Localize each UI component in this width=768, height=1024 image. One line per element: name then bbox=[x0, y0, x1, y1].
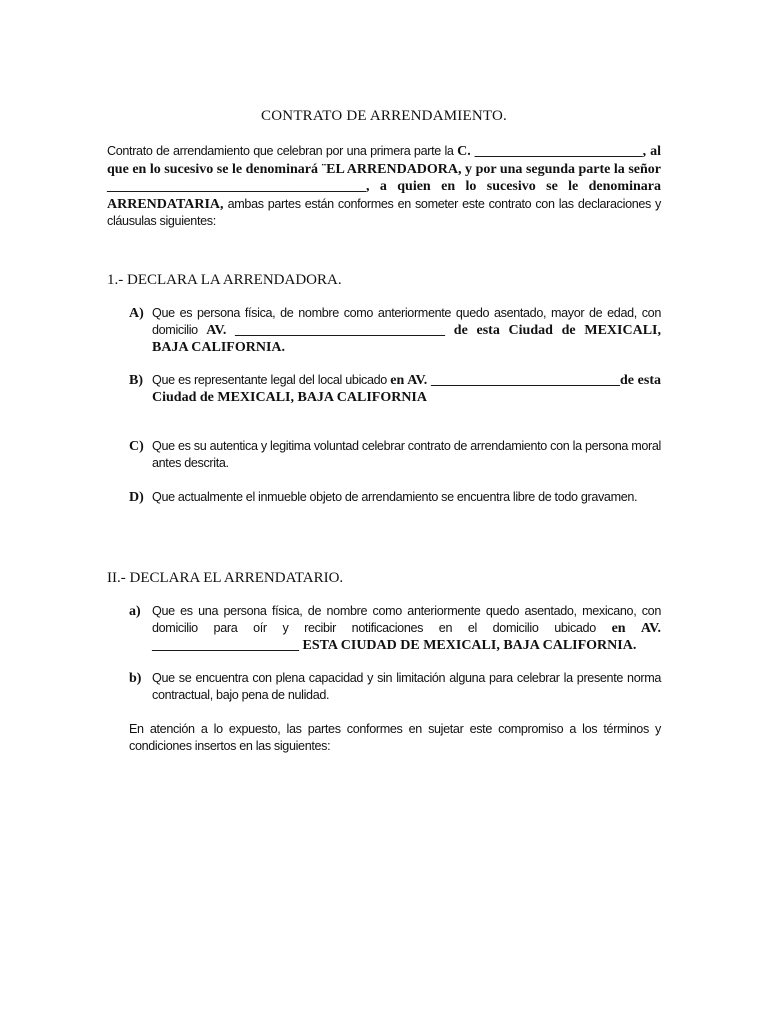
item-text: Que es persona física, de nombre como anteriormente quedo asentado, mayor de edad, con domicilio bbox=[152, 306, 661, 337]
item-key: b) bbox=[129, 671, 142, 686]
declaration-item-c bbox=[129, 438, 661, 472]
item-text: Que se encuentra con plena capacidad y sin limitación alguna para celebrar la presente norma contractual, bajo pena de nulidad. bbox=[152, 671, 661, 702]
intro-text-1: Contrato de arrendamiento que celebran por una primera parte la bbox=[107, 144, 458, 158]
document-title: CONTRATO DE ARRENDAMIENTO. bbox=[261, 108, 507, 124]
item-key: a) bbox=[129, 604, 141, 619]
item-key: A) bbox=[129, 306, 144, 321]
intro-text-2: ambas partes están conformes en someter este contrato con las declaraciones y cláusulas siguientes: bbox=[107, 196, 661, 228]
intro-parties-bold: C. ________________________, al que en lo sucesivo se le denominará ¨EL ARRENDADORA, y por una segunda parte la señor _____________________________________, a quien en lo sucesivo se le denominara ARRENDATARIA, bbox=[107, 144, 661, 212]
item-bold-text: en AV. _____________________ ESTA CIUDAD DE MEXICALI, BAJA CALIFORNIA. bbox=[152, 621, 661, 653]
section-2-heading: II.- DECLARA EL ARRENDATARIO. bbox=[107, 570, 344, 586]
item-text: Que es representante legal del local ubicado bbox=[152, 373, 391, 387]
item-text: Que es su autentica y legitima voluntad celebrar contrato de arrendamiento con la persona moral antes descrita. bbox=[152, 439, 661, 470]
declaration-item-a-lower bbox=[129, 603, 661, 654]
item-bold-text: en AV. ___________________________de esta Ciudad de MEXICALI, BAJA CALIFORNIA bbox=[152, 373, 661, 405]
item-text: Que actualmente el inmueble objeto de arrendamiento se encuentra libre de todo gravamen. bbox=[152, 490, 638, 504]
item-key: B) bbox=[129, 373, 143, 388]
declaration-item-d bbox=[129, 489, 661, 506]
item-key: C) bbox=[129, 439, 144, 454]
declaration-item-b bbox=[129, 372, 661, 406]
section-1-heading: 1.- DECLARA LA ARRENDADORA. bbox=[107, 272, 342, 288]
declaration-item-b-lower bbox=[129, 670, 661, 704]
intro-paragraph bbox=[107, 143, 661, 231]
item-text: Que es una persona física, de nombre como anteriormente quedo asentado, mexicano, con domicilio para oír y recibir notificaciones en el domicilio ubicado bbox=[152, 604, 661, 635]
declaration-item-a bbox=[129, 305, 661, 356]
item-key: D) bbox=[129, 490, 144, 505]
closing-paragraph: En atención a lo expuesto, las partes conformes en sujetar este compromiso a los términos y condiciones insertos en las siguientes: bbox=[129, 722, 661, 753]
item-bold-text: AV. ______________________________ de esta Ciudad de MEXICALI, BAJA CALIFORNIA. bbox=[152, 323, 661, 355]
